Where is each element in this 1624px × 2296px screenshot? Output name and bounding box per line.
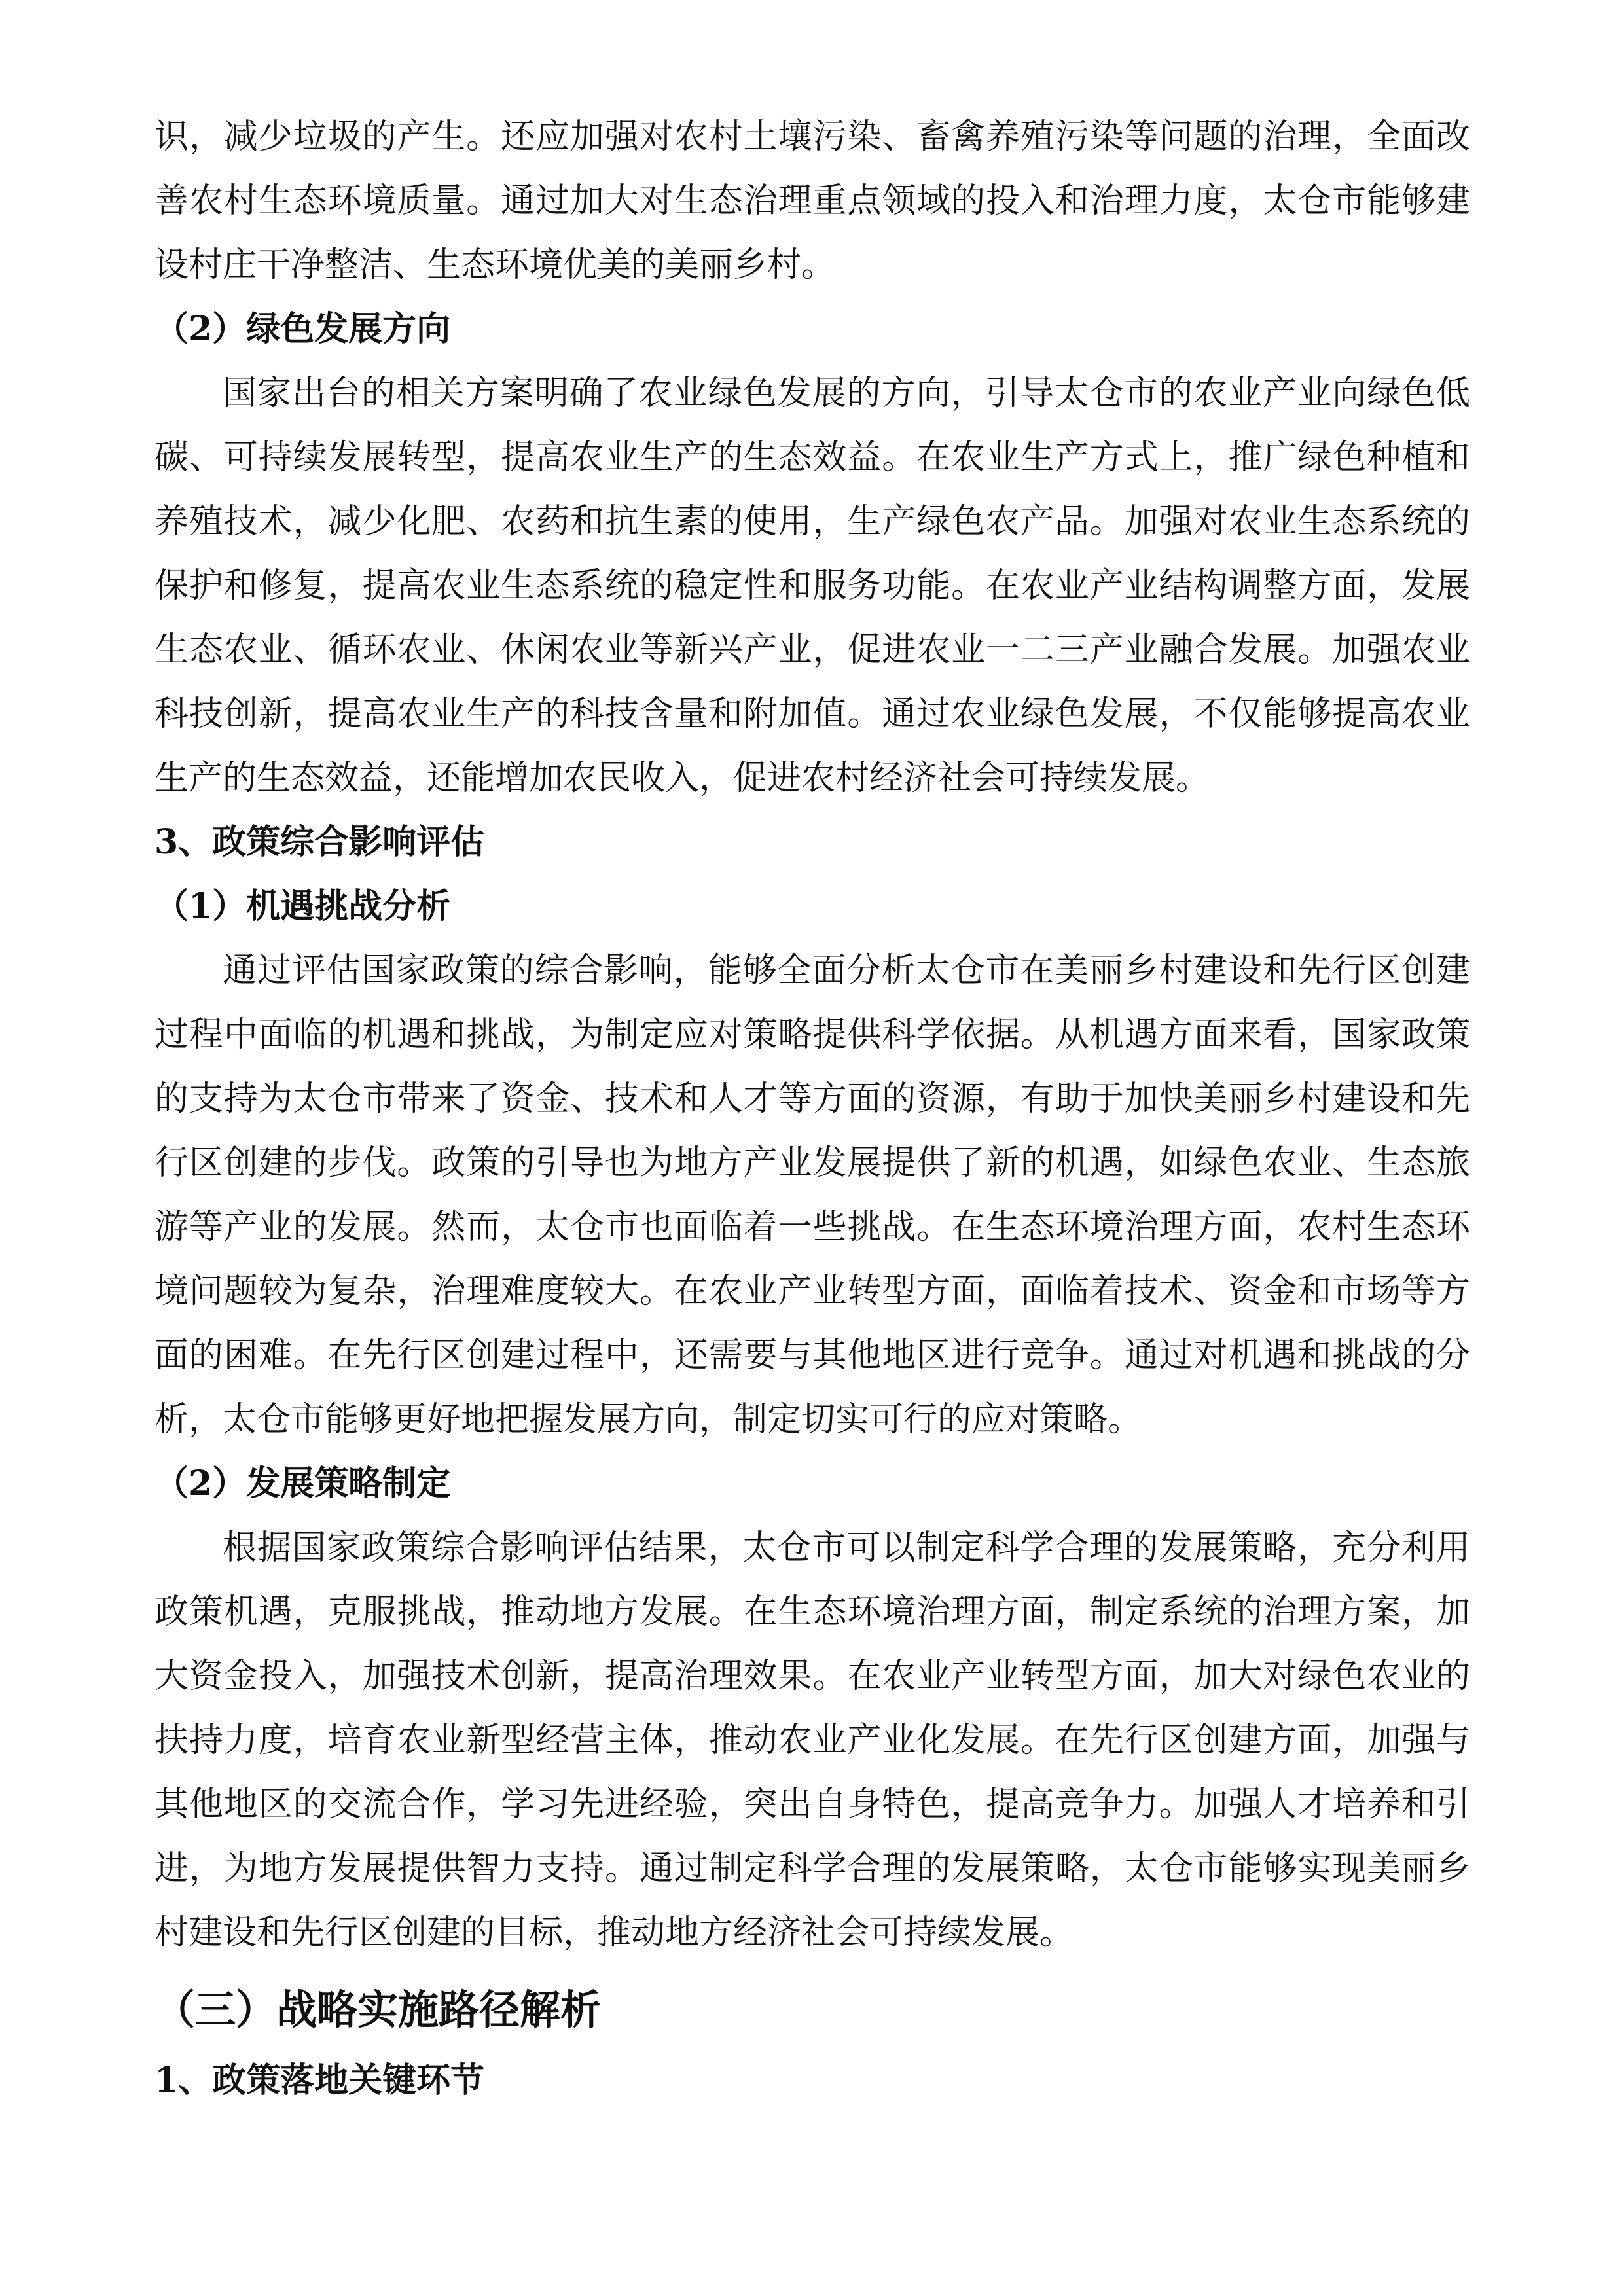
document-page: [154, 105, 1470, 2113]
heading-strategy: （2）发展策略制定: [154, 1463, 451, 1503]
heading-policy-impact: 3、政策综合影响评估: [154, 822, 485, 862]
heading-policy-key-steps: 1、政策落地关键环节: [154, 2060, 485, 2100]
paragraph-opportunity-challenge: 通过评估国家政策的综合影响，能够全面分析太仓市在美丽乡村建设和先行区创建过程中面临的机遇和挑战，为制定应对策略提供科学依据。从机遇方面来看，国家政策的支持为太仓市带来了资金、技术和人才等方面的资源，有助于加快美丽乡村建设和先行区创建的步伐。政策的引导也为地方产业发展提供了新的机遇，如绿色农业、生态旅游等产业的发展。然而，太仓市也面临着一些挑战。在生态环境治理方面，农村生态环境问题较为复杂，治理难度较大。在农业产业转型方面，面临着技术、资金和市场等方面的困难。在先行区创建过程中，还需要与其他地区进行竞争。通过对机遇和挑战的分析，太仓市能够更好地把握发展方向，制定切实可行的应对策略。: [154, 951, 1470, 1439]
heading-implementation-path: （三）战略实施路径解析: [154, 1986, 602, 2034]
heading-opportunity-challenge: （1）机遇挑战分析: [154, 886, 451, 926]
paragraph-strategy: 根据国家政策综合影响评估结果，太仓市可以制定科学合理的发展策略，充分利用政策机遇，克服挑战，推动地方发展。在生态环境治理方面，制定系统的治理方案，加大资金投入，加强技术创新，提高治理效果。在农业产业转型方面，加大对绿色农业的扶持力度，培育农业新型经营主体，推动农业产业化发展。在先行区创建方面，加强与其他地区的交流合作，学习先进经验，突出自身特色，提高竞争力。加强人才培养和引进，为地方发展提供智力支持。通过制定科学合理的发展策略，太仓市能够实现美丽乡村建设和先行区创建的目标，推动地方经济社会可持续发展。: [154, 1528, 1470, 1952]
heading-green-development: （2）绿色发展方向: [154, 309, 451, 349]
paragraph-rural-ecology: 识，减少垃圾的产生。还应加强对农村土壤污染、畜禽养殖污染等问题的治理，全面改善农村生态环境质量。通过加大对生态治理重点领域的投入和治理力度，太仓市能够建设村庄干净整洁、生态环境优美的美丽乡村。: [154, 117, 1470, 285]
paragraph-green-development: 国家出台的相关方案明确了农业绿色发展的方向，引导太仓市的农业产业向绿色低碳、可持续发展转型，提高农业生产的生态效益。在农业生产方式上，推广绿色种植和养殖技术，减少化肥、农药和抗生素的使用，生产绿色农产品。加强对农业生态系统的保护和修复，提高农业生态系统的稳定性和服务功能。在农业产业结构调整方面，发展生态农业、循环农业、休闲农业等新兴产业，促进农业一二三产业融合发展。加强农业科技创新，提高农业生产的科技含量和附加值。通过农业绿色发展，不仅能够提高农业生产的生态效益，还能增加农民收入，促进农村经济社会可持续发展。: [154, 374, 1470, 798]
